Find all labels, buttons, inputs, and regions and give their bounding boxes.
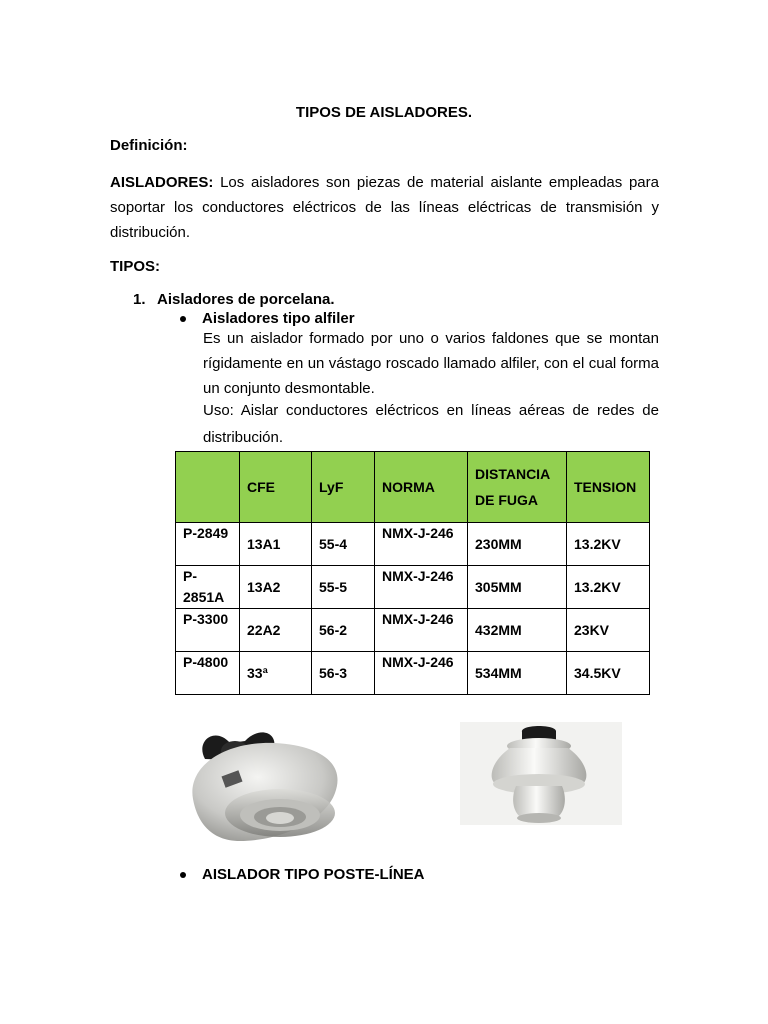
table-header-cell: TENSION bbox=[567, 452, 650, 523]
bullet-title: AISLADOR TIPO POSTE-LÍNEA bbox=[202, 866, 425, 883]
insulator-spec-table bbox=[175, 451, 650, 695]
pin-insulator-photo-icon bbox=[460, 722, 622, 825]
definition-text: Los aisladores son piezas de material aislante empleadas para soportar los conductores eléctricos de las líneas eléctricas de transmisión y distribución. bbox=[110, 174, 659, 241]
tipos-heading: TIPOS: bbox=[110, 258, 161, 275]
table-cell: P-3300 bbox=[176, 609, 240, 652]
table-cell: 13.2KV bbox=[567, 523, 650, 566]
section-1-heading bbox=[133, 291, 335, 308]
table-cell: 534MM bbox=[468, 652, 567, 695]
table-cell: 55-5 bbox=[312, 566, 375, 609]
table-cell: 23KV bbox=[567, 609, 650, 652]
table-cell: 56-3 bbox=[312, 652, 375, 695]
pin-insulator-photo bbox=[460, 722, 622, 825]
table-row bbox=[176, 652, 650, 695]
table-cell: 34.5KV bbox=[567, 652, 650, 695]
pin-insulator-photo bbox=[185, 721, 360, 851]
bullet-title: Aisladores tipo alfiler bbox=[202, 310, 355, 327]
section-1-number: 1. bbox=[133, 291, 146, 308]
table-header-row bbox=[176, 452, 650, 523]
table-cell: NMX-J-246 bbox=[375, 652, 468, 695]
table-cell: 56-2 bbox=[312, 609, 375, 652]
table-cell: NMX-J-246 bbox=[375, 609, 468, 652]
table-cell: P-4800 bbox=[176, 652, 240, 695]
table-row bbox=[176, 609, 650, 652]
definition-heading: Definición: bbox=[110, 137, 188, 154]
document-title: TIPOS DE AISLADORES. bbox=[295, 104, 473, 121]
alfiler-description bbox=[203, 326, 659, 451]
table-cell: 432MM bbox=[468, 609, 567, 652]
table-cell: P-2851A bbox=[176, 566, 240, 609]
alfiler-use-text: Uso: Aislar conductores eléctricos en líneas aéreas de redes de distribución. bbox=[203, 402, 659, 446]
table-header-cell bbox=[176, 452, 240, 523]
section-1-title: Aisladores de porcelana. bbox=[157, 291, 335, 308]
table-header-cell: LyF bbox=[312, 452, 375, 523]
table-row bbox=[176, 523, 650, 566]
table-header-cell: DISTANCIA DE FUGA bbox=[468, 452, 567, 523]
table-cell: NMX-J-246 bbox=[375, 523, 468, 566]
alfiler-desc-text: Es un aislador formado por uno o varios faldones que se montan rígidamente en un vástago roscado llamado alfiler, con el cual forma un conjunto desmontable. bbox=[203, 330, 659, 397]
bullet-dot-icon bbox=[180, 872, 186, 878]
table-cell: 55-4 bbox=[312, 523, 375, 566]
table-row bbox=[176, 566, 650, 609]
definition-paragraph bbox=[110, 170, 659, 245]
table-cell: 305MM bbox=[468, 566, 567, 609]
table-header-cell: CFE bbox=[240, 452, 312, 523]
table-cell: 13A1 bbox=[240, 523, 312, 566]
table-cell: 13.2KV bbox=[567, 566, 650, 609]
table-cell: 230MM bbox=[468, 523, 567, 566]
pin-insulator-photo-icon bbox=[185, 721, 360, 851]
bullet-dot-icon bbox=[180, 316, 186, 322]
table-header-cell: NORMA bbox=[375, 452, 468, 523]
table-cell: P-2849 bbox=[176, 523, 240, 566]
table-cell: 13A2 bbox=[240, 566, 312, 609]
definition-term: AISLADORES: bbox=[110, 174, 214, 191]
table-cell: 33ª bbox=[240, 652, 312, 695]
table-cell: 22A2 bbox=[240, 609, 312, 652]
table-cell: NMX-J-246 bbox=[375, 566, 468, 609]
